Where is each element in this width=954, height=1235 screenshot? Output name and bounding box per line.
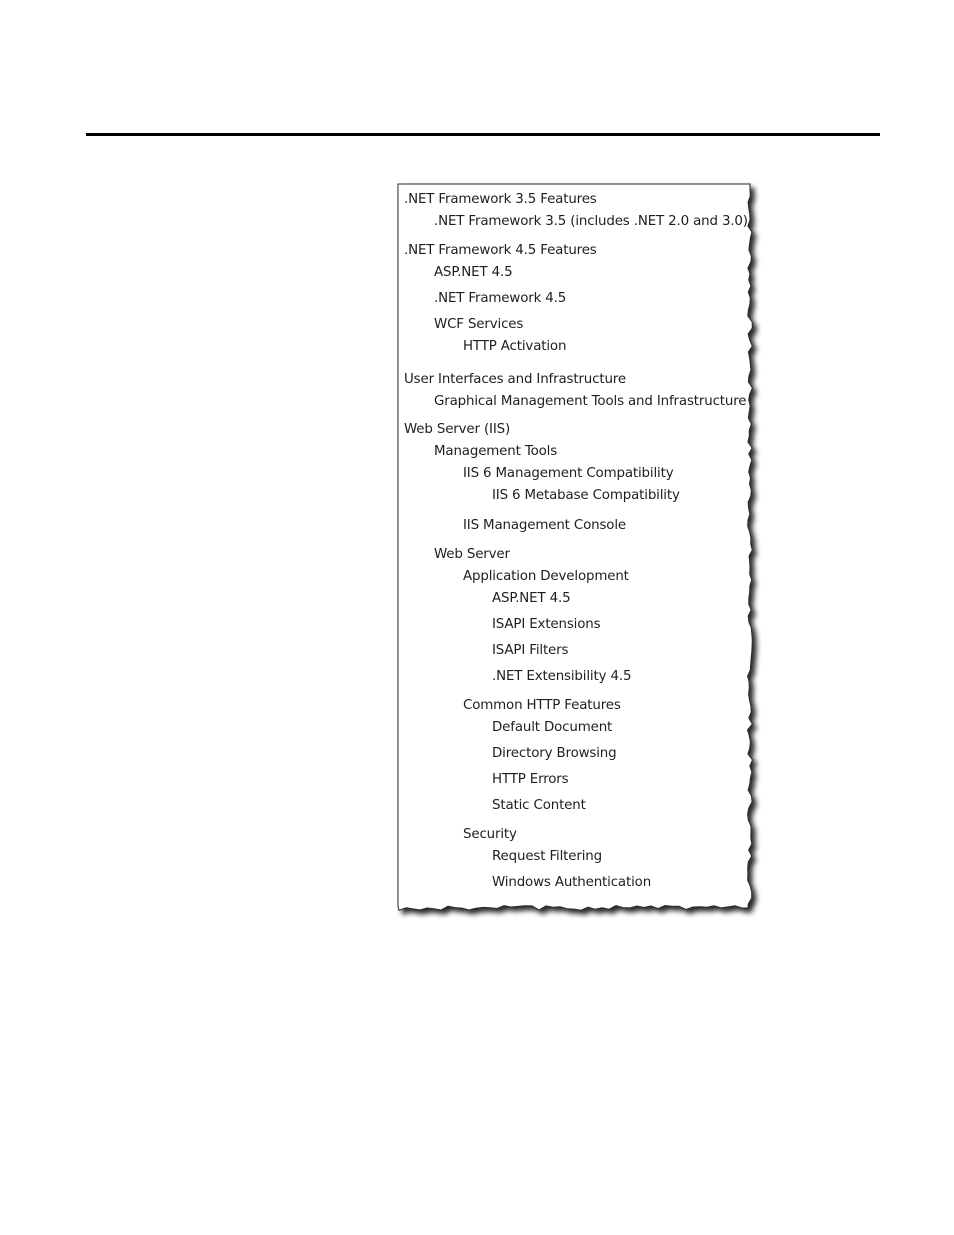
feature-item: Web Server (IIS) [404, 422, 511, 437]
feature-item: .NET Framework 3.5 (includes .NET 2.0 and 3.0) [434, 214, 748, 229]
feature-item: Default Document [492, 720, 613, 735]
feature-item: Management Tools [434, 444, 558, 459]
feature-item: IIS 6 Metabase Compatibility [492, 488, 680, 503]
feature-item: Security [463, 827, 517, 842]
feature-item: Directory Browsing [492, 746, 617, 761]
features-panel [398, 184, 764, 920]
feature-item: .NET Extensibility 4.5 [492, 669, 632, 684]
feature-item: Web Server [434, 547, 510, 562]
feature-item: Static Content [492, 798, 586, 813]
feature-item: Common HTTP Features [463, 698, 621, 713]
feature-item: Request Filtering [492, 849, 602, 864]
feature-item: IIS 6 Management Compatibility [463, 466, 674, 481]
feature-item: ISAPI Extensions [492, 617, 601, 632]
feature-item: Graphical Management Tools and Infrastructure [434, 394, 747, 409]
feature-item: .NET Framework 4.5 [434, 291, 567, 306]
feature-item: ISAPI Filters [492, 643, 569, 658]
feature-item: IIS Management Console [463, 518, 626, 533]
feature-item: User Interfaces and Infrastructure [404, 372, 626, 387]
feature-item: HTTP Activation [463, 339, 567, 354]
feature-item: .NET Framework 4.5 Features [404, 243, 597, 258]
feature-item: Windows Authentication [492, 875, 652, 890]
feature-item: ASP.NET 4.5 [492, 591, 571, 606]
feature-item: Application Development [463, 569, 629, 584]
feature-item: .NET Framework 3.5 Features [404, 192, 597, 207]
feature-list [398, 184, 750, 908]
feature-item: ASP.NET 4.5 [434, 265, 513, 280]
feature-item: WCF Services [434, 317, 524, 332]
feature-item: HTTP Errors [492, 772, 569, 787]
page-header-rule [86, 133, 880, 136]
